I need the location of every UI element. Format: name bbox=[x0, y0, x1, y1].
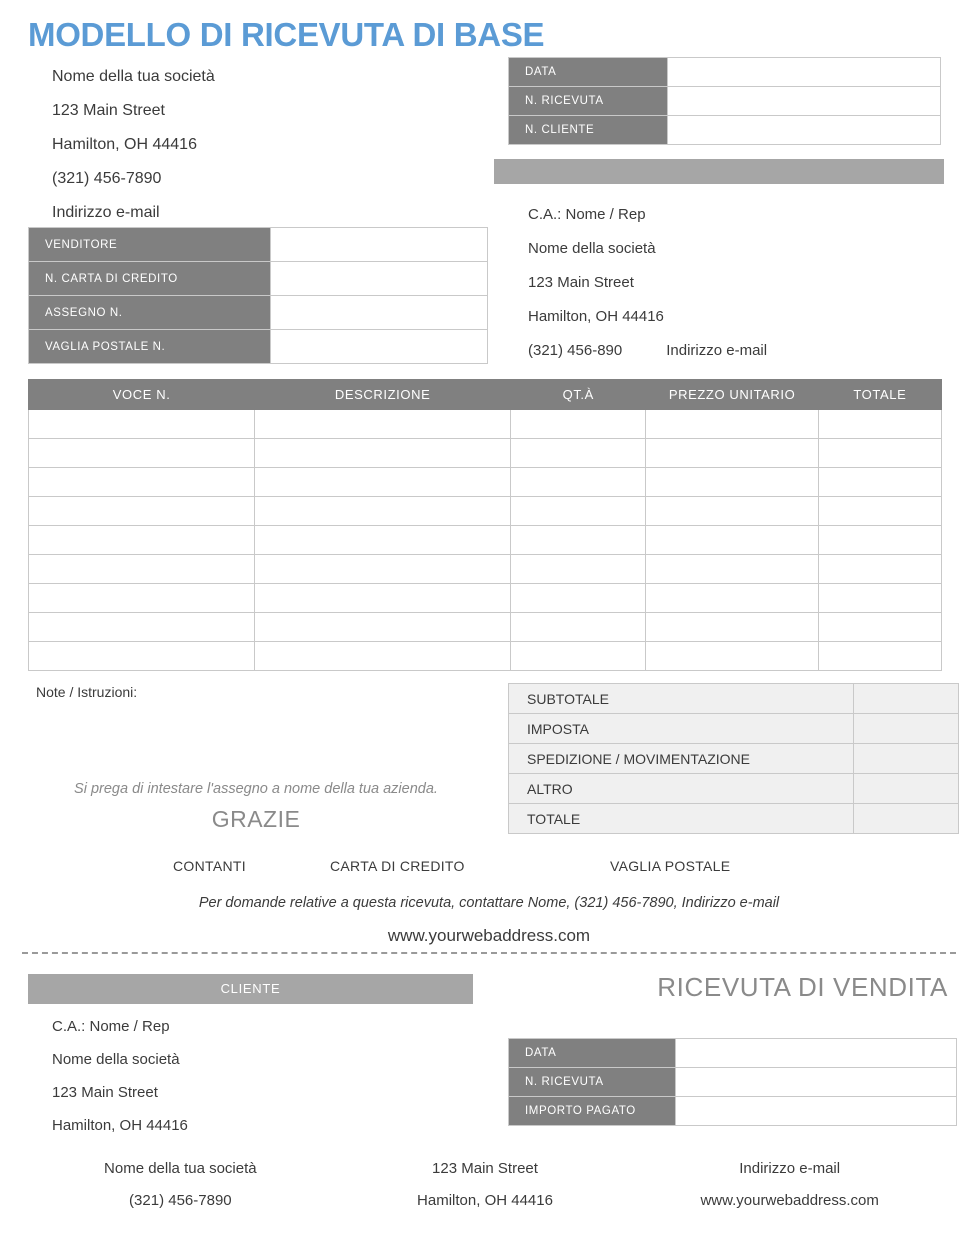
vendor-payment-table bbox=[28, 227, 488, 364]
page-footer bbox=[28, 1152, 942, 1216]
cell-quantity[interactable] bbox=[511, 584, 646, 613]
cell-item-no[interactable] bbox=[29, 526, 255, 555]
table-row bbox=[29, 262, 488, 296]
footer-company: Nome della tua società bbox=[104, 1159, 257, 1177]
cell-description[interactable] bbox=[255, 410, 511, 439]
decorative-gray-bar bbox=[494, 159, 944, 184]
customer-line: 123 Main Street bbox=[52, 1084, 158, 1101]
totals-label: ALTRO bbox=[509, 774, 854, 804]
cell-total[interactable] bbox=[818, 584, 941, 613]
cell-description[interactable] bbox=[255, 526, 511, 555]
table-row bbox=[29, 330, 488, 364]
totals-value-field[interactable] bbox=[854, 714, 959, 744]
cell-quantity[interactable] bbox=[511, 497, 646, 526]
cell-description[interactable] bbox=[255, 439, 511, 468]
customer-section-bar: CLIENTE bbox=[28, 974, 473, 1004]
table-row bbox=[509, 58, 941, 87]
sales-receipt-title: RICEVUTA DI VENDITA bbox=[657, 972, 948, 1002]
cell-item-no[interactable] bbox=[29, 555, 255, 584]
bottom-receipt-no-label: N. RICEVUTA bbox=[509, 1068, 676, 1097]
cell-description[interactable] bbox=[255, 555, 511, 584]
cell-quantity[interactable] bbox=[511, 410, 646, 439]
cell-item-no[interactable] bbox=[29, 497, 255, 526]
footer-row bbox=[28, 1152, 942, 1184]
payment-method-row bbox=[28, 858, 942, 878]
cell-quantity[interactable] bbox=[511, 439, 646, 468]
footer-row bbox=[28, 1184, 942, 1216]
notes-label: Note / Istruzioni: bbox=[36, 684, 138, 700]
table-row bbox=[29, 497, 942, 526]
cell-description[interactable] bbox=[255, 497, 511, 526]
table-row bbox=[29, 228, 488, 262]
customer-line: C.A.: Nome / Rep bbox=[52, 1018, 170, 1035]
cell-quantity[interactable] bbox=[511, 613, 646, 642]
table-row bbox=[509, 714, 959, 744]
table-row bbox=[29, 613, 942, 642]
tear-off-divider bbox=[22, 952, 956, 954]
cell-quantity[interactable] bbox=[511, 468, 646, 497]
customer-no-label: N. CLIENTE bbox=[509, 116, 668, 145]
bill-to-email: Indirizzo e-mail bbox=[666, 342, 768, 359]
customer-no-value-field[interactable] bbox=[668, 116, 941, 145]
cell-total[interactable] bbox=[818, 468, 941, 497]
cell-unit-price[interactable] bbox=[646, 410, 818, 439]
table-row bbox=[509, 1097, 957, 1126]
company-line: Nome della tua società bbox=[52, 68, 215, 85]
cell-quantity[interactable] bbox=[511, 555, 646, 584]
table-row bbox=[509, 744, 959, 774]
cell-item-no[interactable] bbox=[29, 468, 255, 497]
cell-description[interactable] bbox=[255, 584, 511, 613]
cell-item-no[interactable] bbox=[29, 439, 255, 468]
customer-address-block bbox=[52, 1010, 472, 1142]
check-payable-note: Si prega di intestare l'assegno a nome della tua azienda. bbox=[74, 781, 438, 797]
table-row bbox=[29, 410, 942, 439]
amount-paid-label: IMPORTO PAGATO bbox=[509, 1097, 676, 1126]
vendor-value-field[interactable] bbox=[271, 228, 488, 262]
cell-total[interactable] bbox=[818, 497, 941, 526]
totals-label: SUBTOTALE bbox=[509, 684, 854, 714]
column-header-unit-price: PREZZO UNITARIO bbox=[646, 380, 818, 410]
cell-description[interactable] bbox=[255, 642, 511, 671]
totals-value-field[interactable] bbox=[854, 744, 959, 774]
cell-total[interactable] bbox=[818, 642, 941, 671]
bill-to-street: 123 Main Street bbox=[528, 274, 634, 291]
bill-to-company: Nome della società bbox=[528, 240, 656, 257]
line-items-table bbox=[28, 379, 942, 671]
bottom-date-info-table bbox=[508, 1038, 957, 1126]
money-order-no-label: VAGLIA POSTALE N. bbox=[29, 330, 271, 364]
footer-street: 123 Main Street bbox=[432, 1159, 538, 1177]
bill-to-city: Hamilton, OH 44416 bbox=[528, 308, 664, 325]
bill-to-block bbox=[528, 198, 948, 368]
page-title: MODELLO DI RICEVUTA DI BASE bbox=[28, 16, 545, 53]
totals-value-field[interactable] bbox=[854, 774, 959, 804]
bill-to-attn: C.A.: Nome / Rep bbox=[528, 206, 646, 223]
payment-method-cash[interactable]: CONTANTI bbox=[173, 858, 246, 874]
bill-to-contact-row bbox=[528, 334, 948, 368]
totals-label: IMPOSTA bbox=[509, 714, 854, 744]
column-header-quantity: QT.À bbox=[511, 380, 646, 410]
footer-phone: (321) 456-7890 bbox=[129, 1191, 232, 1209]
date-label: DATA bbox=[509, 58, 668, 87]
table-row bbox=[509, 1068, 957, 1097]
cell-total[interactable] bbox=[818, 613, 941, 642]
company-line: Hamilton, OH 44416 bbox=[52, 136, 197, 153]
company-address-block bbox=[52, 60, 472, 230]
credit-card-no-value-field[interactable] bbox=[271, 262, 488, 296]
bill-to-phone: (321) 456-890 bbox=[528, 342, 623, 359]
bottom-receipt-no-value-field[interactable] bbox=[676, 1068, 957, 1097]
receipt-no-value-field[interactable] bbox=[668, 87, 941, 116]
receipt-no-label: N. RICEVUTA bbox=[509, 87, 668, 116]
table-row bbox=[29, 642, 942, 671]
cell-item-no[interactable] bbox=[29, 642, 255, 671]
cell-total[interactable] bbox=[818, 526, 941, 555]
customer-line: Nome della società bbox=[52, 1051, 180, 1068]
table-row bbox=[29, 439, 942, 468]
cell-total[interactable] bbox=[818, 410, 941, 439]
cell-unit-price[interactable] bbox=[646, 555, 818, 584]
payment-method-credit-card[interactable]: CARTA DI CREDITO bbox=[330, 858, 465, 874]
totals-table bbox=[508, 683, 959, 834]
cell-unit-price[interactable] bbox=[646, 439, 818, 468]
table-row bbox=[29, 526, 942, 555]
vendor-label: VENDITORE bbox=[29, 228, 271, 262]
table-row bbox=[509, 116, 941, 145]
notes-area[interactable] bbox=[28, 680, 484, 832]
cell-unit-price[interactable] bbox=[646, 497, 818, 526]
column-header-item-no: VOCE N. bbox=[29, 380, 255, 410]
cell-item-no[interactable] bbox=[29, 613, 255, 642]
table-row bbox=[509, 774, 959, 804]
cell-unit-price[interactable] bbox=[646, 468, 818, 497]
table-row bbox=[29, 296, 488, 330]
column-header-total: TOTALE bbox=[818, 380, 941, 410]
customer-line: Hamilton, OH 44416 bbox=[52, 1117, 188, 1134]
cell-unit-price[interactable] bbox=[646, 613, 818, 642]
table-row bbox=[509, 804, 959, 834]
bottom-date-value-field[interactable] bbox=[676, 1039, 957, 1068]
cell-description[interactable] bbox=[255, 468, 511, 497]
company-line: (321) 456-7890 bbox=[52, 170, 162, 187]
web-address-line: www.yourwebaddress.com bbox=[387, 926, 591, 945]
table-row bbox=[29, 584, 942, 613]
column-header-description: DESCRIZIONE bbox=[255, 380, 511, 410]
footer-email: Indirizzo e-mail bbox=[739, 1159, 841, 1177]
cell-total[interactable] bbox=[818, 439, 941, 468]
cell-quantity[interactable] bbox=[511, 642, 646, 671]
credit-card-no-label: N. CARTA DI CREDITO bbox=[29, 262, 271, 296]
check-no-label: ASSEGNO N. bbox=[29, 296, 271, 330]
cell-total[interactable] bbox=[818, 555, 941, 584]
table-row bbox=[509, 87, 941, 116]
check-no-value-field[interactable] bbox=[271, 296, 488, 330]
cell-description[interactable] bbox=[255, 613, 511, 642]
totals-label: TOTALE bbox=[509, 804, 854, 834]
cell-unit-price[interactable] bbox=[646, 584, 818, 613]
totals-value-field[interactable] bbox=[854, 684, 959, 714]
table-row bbox=[509, 1039, 957, 1068]
table-row bbox=[29, 468, 942, 497]
payment-method-money-order[interactable]: VAGLIA POSTALE bbox=[610, 858, 731, 874]
footer-city: Hamilton, OH 44416 bbox=[417, 1191, 553, 1209]
cell-quantity[interactable] bbox=[511, 526, 646, 555]
company-line: Indirizzo e-mail bbox=[52, 204, 160, 221]
money-order-no-value-field[interactable] bbox=[271, 330, 488, 364]
questions-contact-line: Per domande relative a questa ricevuta, contattare Nome, (321) 456-7890, Indirizzo e-mail bbox=[198, 895, 780, 911]
table-row bbox=[29, 555, 942, 584]
totals-value-field[interactable] bbox=[854, 804, 959, 834]
totals-label: SPEDIZIONE / MOVIMENTAZIONE bbox=[509, 744, 854, 774]
cell-item-no[interactable] bbox=[29, 584, 255, 613]
cell-unit-price[interactable] bbox=[646, 526, 818, 555]
company-line: 123 Main Street bbox=[52, 102, 165, 119]
cell-unit-price[interactable] bbox=[646, 642, 818, 671]
date-value-field[interactable] bbox=[668, 58, 941, 87]
bottom-date-label: DATA bbox=[509, 1039, 676, 1068]
table-header-row bbox=[29, 380, 942, 410]
cell-item-no[interactable] bbox=[29, 410, 255, 439]
thank-you-text: GRAZIE bbox=[211, 806, 301, 832]
table-row bbox=[509, 684, 959, 714]
footer-website: www.yourwebaddress.com bbox=[700, 1191, 879, 1209]
date-info-table bbox=[508, 57, 941, 145]
amount-paid-value-field[interactable] bbox=[676, 1097, 957, 1126]
